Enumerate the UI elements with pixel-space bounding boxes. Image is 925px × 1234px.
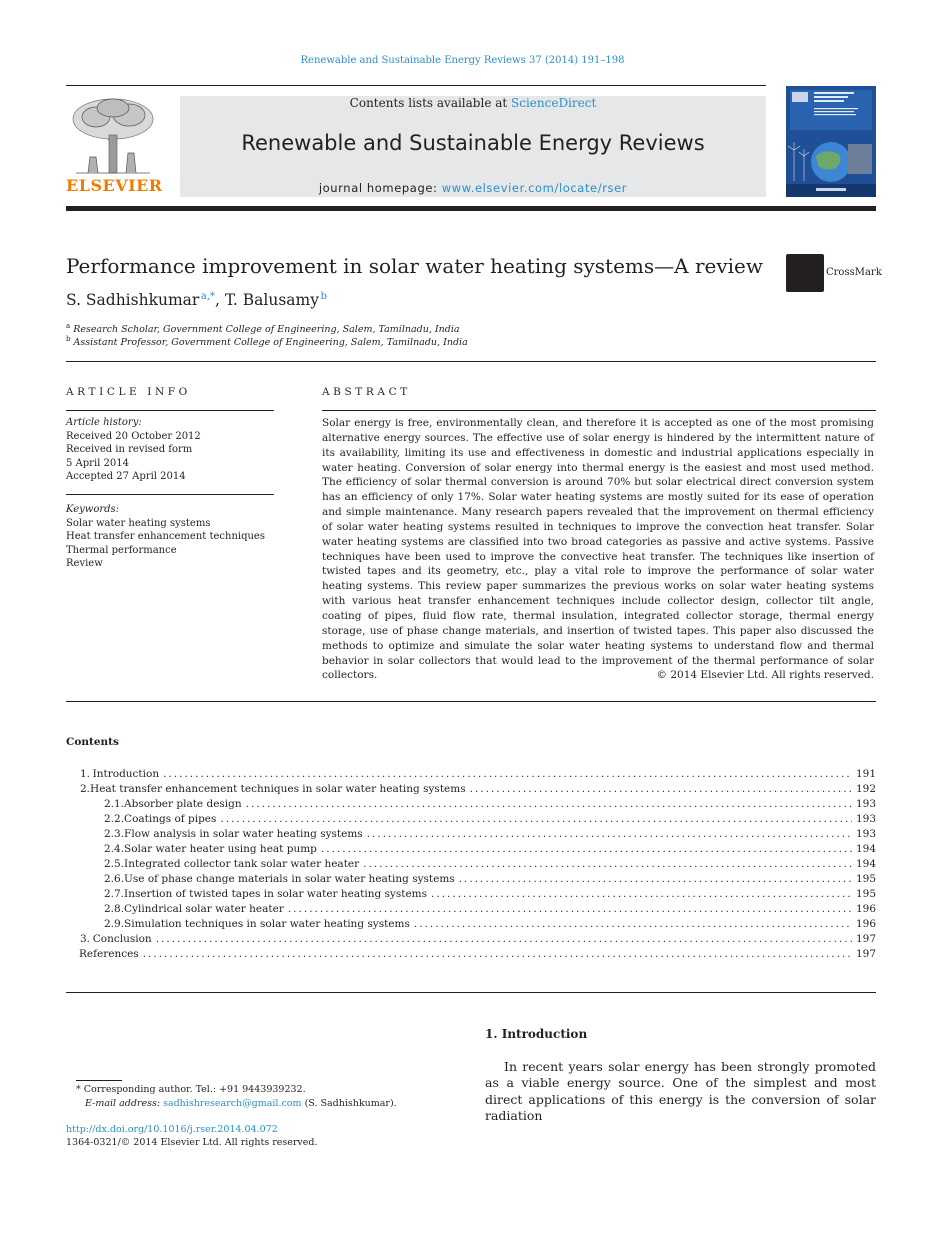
toc-entry-page[interactable]: 192 — [856, 783, 877, 795]
toc-entry[interactable] — [66, 933, 876, 948]
history-item: Received 20 October 2012 — [66, 430, 201, 442]
contents-availability — [180, 96, 766, 110]
affiliation-marker: b — [66, 335, 71, 343]
abstract-heading: ABSTRACT — [322, 386, 411, 398]
toc-leader-dots — [367, 828, 852, 840]
affiliation-marker: a — [66, 322, 71, 330]
keyword: Review — [66, 558, 103, 569]
toc-entry-title[interactable]: Use of phase change materials in solar water heating systems — [124, 873, 455, 885]
toc-entry-title[interactable]: Heat transfer enhancement techniques in solar water heating systems — [90, 783, 466, 795]
crossmark-badge[interactable] — [786, 254, 882, 292]
toc-entry-number: 2. — [80, 783, 91, 795]
affiliation-text: Research Scholar, Government College of Engineering, Salem, Tamilnadu, India — [73, 324, 460, 336]
toc-entry[interactable] — [66, 858, 876, 873]
article-info-heading: ARTICLE INFO — [66, 386, 191, 398]
contents-prefix: Contents lists available at — [349, 96, 512, 110]
section-divider — [66, 361, 876, 362]
email-suffix: (S. Sadhishkumar). — [301, 1098, 397, 1109]
toc-entry-number: 2.7. — [104, 888, 125, 900]
email-footnote — [85, 1098, 397, 1109]
toc-leader-dots — [321, 843, 852, 855]
history-item: Received in revised form — [66, 444, 193, 455]
article-history-label: Article history: — [66, 417, 142, 428]
affiliation — [66, 322, 460, 335]
toc-entry-number: 2.9. — [104, 918, 125, 930]
journal-citation[interactable]: Renewable and Sustainable Energy Reviews 37 (2014) 191–198 — [300, 55, 625, 66]
toc-entry-title[interactable]: Flow analysis in solar water heating systems — [124, 828, 363, 840]
corresponding-author-footnote: * Corresponding author. Tel.: +91 9443939232. — [76, 1084, 306, 1095]
toc-leader-dots — [431, 888, 852, 900]
author-name[interactable]: T. Balusamy — [224, 291, 319, 310]
toc-entry-number: 2.8. — [104, 903, 125, 915]
toc-entry-title[interactable]: Insertion of twisted tapes in solar water heating systems — [124, 888, 428, 900]
sciencedirect-link[interactable]: ScienceDirect — [511, 96, 597, 110]
toc-entry-number: 2.4. — [104, 843, 125, 855]
abstract-rule — [322, 410, 876, 411]
toc-entry-page[interactable]: 195 — [856, 888, 877, 900]
journal-masthead — [180, 96, 766, 197]
table-of-contents — [66, 768, 876, 963]
toc-leader-dots — [246, 798, 852, 810]
toc-entry[interactable] — [66, 873, 876, 888]
toc-leader-dots — [363, 858, 852, 870]
toc-entry[interactable] — [66, 783, 876, 798]
toc-entry-title[interactable]: Solar water heater using heat pump — [124, 843, 317, 855]
toc-entry-title[interactable]: Integrated collector tank solar water heater — [124, 858, 360, 870]
introduction-heading: 1. Introduction — [485, 1027, 588, 1041]
toc-entry-number: 2.6. — [104, 873, 125, 885]
email-link[interactable]: sadhishresearch@gmail.com — [163, 1098, 302, 1109]
elsevier-logo[interactable] — [66, 95, 163, 199]
journal-title: Renewable and Sustainable Energy Reviews — [241, 131, 705, 155]
toc-entry[interactable] — [66, 813, 876, 828]
toc-entry[interactable] — [66, 798, 876, 813]
toc-entry-page[interactable]: 194 — [856, 843, 877, 855]
toc-entry[interactable] — [66, 828, 876, 843]
toc-entry-number: 2.1. — [104, 798, 125, 810]
issn-copyright: 1364-0321/© 2014 Elsevier Ltd. All rights reserved. — [66, 1137, 318, 1148]
toc-entry[interactable] — [66, 768, 876, 783]
toc-leader-dots — [163, 768, 852, 780]
keyword: Heat transfer enhancement techniques — [66, 531, 265, 542]
toc-leader-dots — [288, 903, 852, 915]
toc-leader-dots — [470, 783, 852, 795]
history-item: 5 April 2014 — [66, 457, 129, 469]
section-divider — [66, 701, 876, 702]
toc-entry[interactable] — [66, 918, 876, 933]
homepage-link[interactable]: www.elsevier.com/locate/rser — [441, 181, 628, 195]
section-divider — [66, 992, 876, 993]
abstract-text: Solar energy is free, environmentally clean, and therefore it is accepted as one of the most promising alternative energy sources. The effective use of solar energy is hindered by the intermittent nature of its availability, limiting its use and effectiveness in domestic and industrial applications especially in water heating. Conversion of solar energy into thermal energy is the easiest and most used method. The efficiency of solar thermal conversion is around 70% but solar electrical direct conversion system has an efficiency of only 17%. Solar water heating systems are mostly suited for its ease of operation and simple maintenance. Many research papers revealed that the improvement on thermal efficiency of solar water heating systems resulted in techniques to improve the convection heat transfer. Solar water heating systems are classified into two broad categories as passive and active systems. Passive techniques have been used to improve the convective heat transfer. The techniques like insertion of twisted tapes and its geometry, etc., play a vital role to improve the performance of solar water heating systems. This review paper summarizes the previous works on solar water heating systems with various heat transfer enhancement techniques include collector design, collector tilt angle, coating of pipes, fluid flow rate, thermal insulation, integrated collector storage, thermal energy storage, use of phase change materials, and insertion of twisted tapes. This paper also discussed the methods to optimize and simulate the solar water heating systems to understand flow and thermal behavior in solar collectors that would lead to the improvement of the thermal performance of solar collectors. — [322, 417, 874, 682]
masthead-bottom-rule — [66, 206, 876, 211]
journal-cover-icon — [786, 86, 876, 197]
toc-entry-title[interactable]: Introduction — [92, 768, 160, 780]
toc-entry-page[interactable]: 193 — [856, 828, 877, 840]
toc-entry-title[interactable]: Conclusion — [92, 933, 152, 945]
toc-leader-dots — [156, 933, 852, 945]
keywords — [66, 503, 265, 571]
toc-entry[interactable] — [66, 888, 876, 903]
toc-leader-dots — [459, 873, 852, 885]
toc-entry-number: 2.3. — [104, 828, 125, 840]
toc-leader-dots — [414, 918, 852, 930]
crossmark-label: CrossMark — [826, 267, 882, 278]
toc-leader-dots — [220, 813, 852, 825]
affiliation-text: Assistant Professor, Government College of Engineering, Salem, Tamilnadu, India — [73, 337, 468, 349]
toc-entry-page[interactable]: 197 — [856, 933, 877, 945]
affiliation — [66, 335, 468, 348]
journal-homepage — [180, 181, 766, 195]
toc-entry[interactable] — [66, 948, 876, 963]
footnote-rule — [76, 1080, 122, 1081]
author-name[interactable]: S. Sadhishkumar — [66, 291, 200, 310]
toc-entry-title[interactable]: Cylindrical solar water heater — [124, 903, 284, 915]
history-item: Accepted 27 April 2014 — [66, 471, 186, 482]
author-affiliation-marker[interactable]: a,* — [200, 291, 215, 302]
header-rule — [66, 85, 766, 86]
toc-entry-title[interactable]: Coatings of pipes — [124, 813, 217, 825]
article-history — [66, 416, 201, 484]
introduction-text: In recent years solar energy has been strongly promoted as a viable energy source. One of the simplest and most direct applications of this energy is the conversion of solar radiation — [485, 1059, 876, 1123]
toc-leader-dots — [143, 948, 852, 960]
keyword: Thermal performance — [66, 544, 177, 556]
homepage-prefix: journal homepage: — [318, 181, 442, 195]
journal-cover-image[interactable] — [786, 86, 876, 197]
toc-entry-page[interactable]: 195 — [856, 873, 877, 885]
abstract-copyright: © 2014 Elsevier Ltd. All rights reserved. — [656, 669, 874, 681]
toc-entry-page[interactable]: 193 — [856, 813, 877, 825]
toc-entry-page[interactable]: 196 — [856, 903, 877, 915]
article-title: Performance improvement in solar water heating systems—A review — [66, 254, 764, 278]
elsevier-wordmark: ELSEVIER — [66, 176, 163, 195]
contents-heading: Contents — [66, 736, 119, 748]
toc-entry-number: 1. — [80, 768, 91, 780]
keyword: Solar water heating systems — [66, 517, 211, 529]
author-separator: , — [215, 291, 225, 310]
email-label: E-mail address: — [85, 1098, 164, 1109]
toc-entry-number: 2.5. — [104, 858, 125, 870]
elsevier-tree-logo-icon — [66, 95, 160, 175]
toc-entry-title[interactable]: Absorber plate design — [124, 798, 242, 810]
doi-link[interactable]: http://dx.doi.org/10.1016/j.rser.2014.04.072 — [66, 1124, 278, 1135]
toc-entry-number: 2.2. — [104, 813, 125, 825]
toc-entry-title[interactable]: Simulation techniques in solar water heating systems — [124, 918, 410, 930]
toc-entry-number: 3. — [80, 933, 91, 945]
toc-entry-page[interactable]: 194 — [856, 858, 877, 870]
toc-entry-page[interactable]: 196 — [856, 918, 877, 930]
author-affiliation-marker[interactable]: b — [320, 291, 327, 302]
toc-entry-page[interactable]: 193 — [856, 798, 877, 810]
author-list — [66, 291, 327, 309]
toc-entry[interactable] — [66, 843, 876, 858]
toc-entry-page[interactable]: 197 — [856, 948, 877, 960]
toc-entry-page[interactable]: 191 — [856, 768, 877, 780]
keywords-label: Keywords: — [66, 504, 120, 515]
article-info-rule — [66, 410, 274, 411]
crossmark-icon — [786, 254, 824, 292]
toc-entry-title[interactable]: References — [79, 948, 139, 960]
article-info-rule — [66, 494, 274, 495]
toc-entry[interactable] — [66, 903, 876, 918]
